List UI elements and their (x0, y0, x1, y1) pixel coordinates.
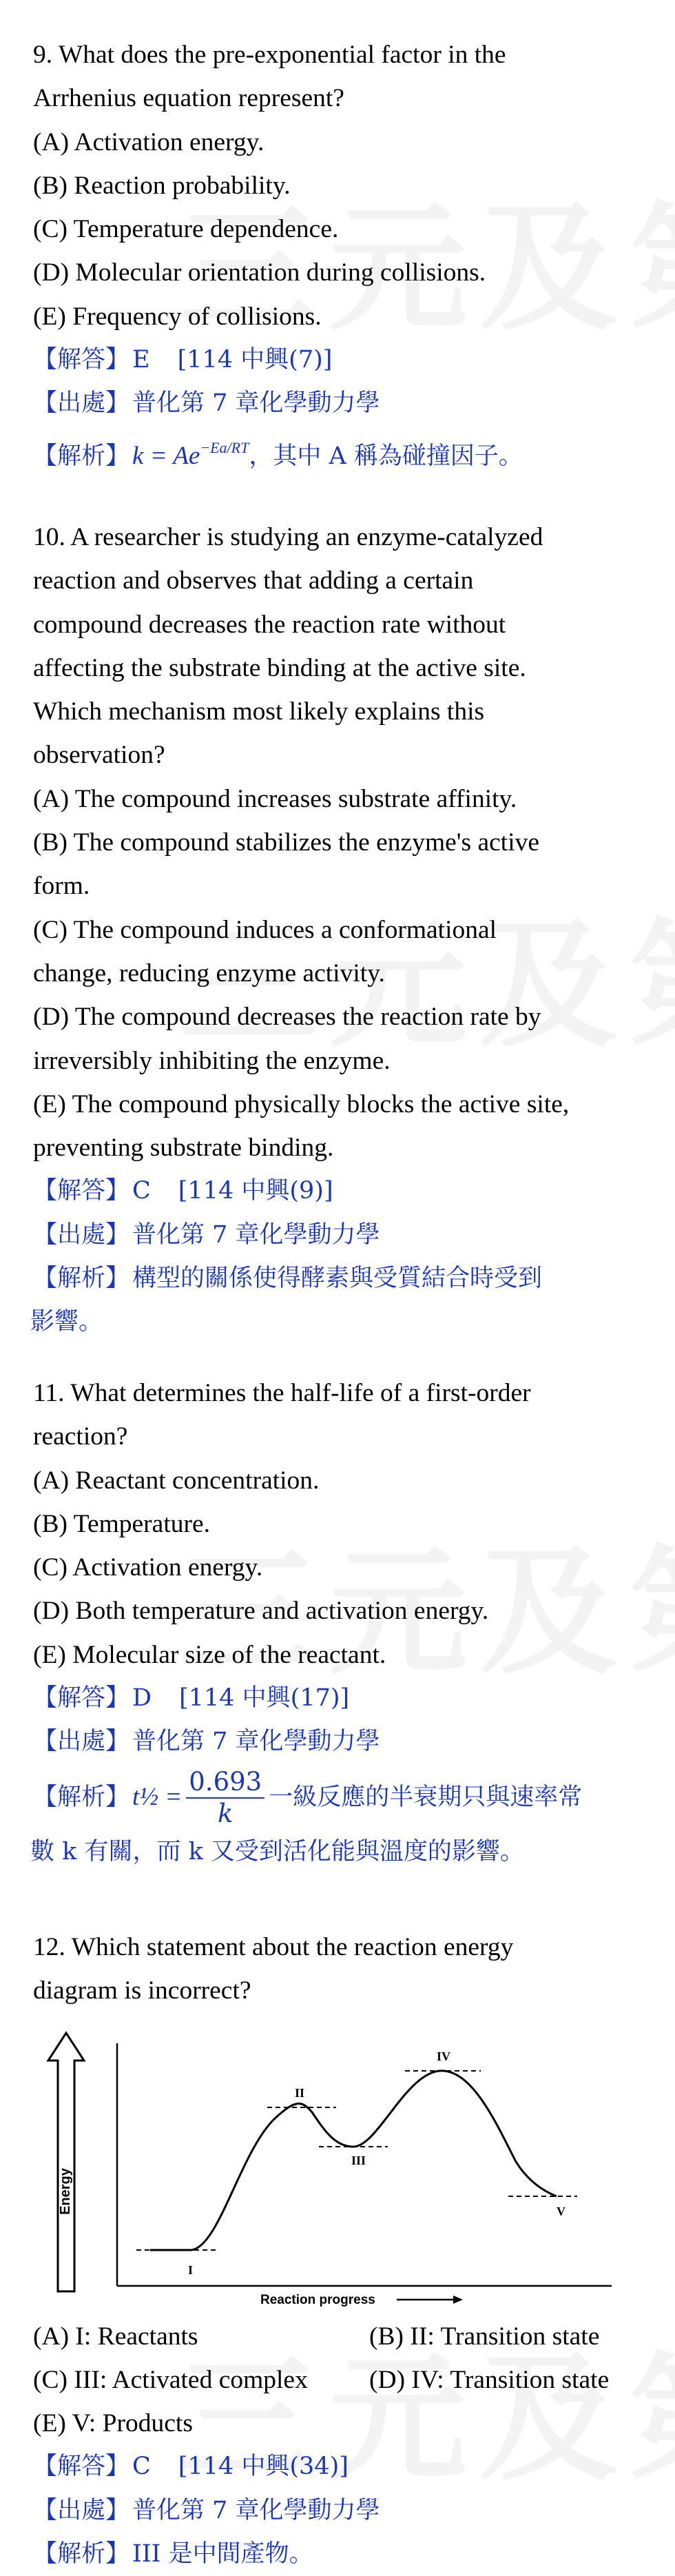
origin-tag: 【出處】 (33, 1220, 130, 1249)
answer-source: [114 中興(17)] (179, 1684, 350, 1713)
option: preventing substrate binding. (33, 1134, 334, 1163)
option: (E) The compound physically blocks the active site, (33, 1090, 570, 1118)
question-9 (33, 33, 653, 478)
answer-line (33, 338, 653, 382)
question-stem: reaction? (33, 1422, 128, 1451)
origin-text: 普化第 7 章化學動力學 (132, 1220, 380, 1249)
question-stem: 12. Which statement about the reaction energy (33, 1933, 514, 1961)
origin-line (33, 382, 653, 425)
question-stem: affecting the substrate binding at the active site. (33, 653, 526, 682)
options-row (33, 2315, 653, 2358)
point-label-V: V (557, 2204, 565, 2218)
option: (B) The compound stabilizes the enzyme's active (33, 828, 540, 857)
y-axis-arrow (48, 2033, 84, 2291)
option: change, reducing enzyme activity. (33, 959, 385, 988)
fraction-numerator: 0.693 (186, 1767, 264, 1799)
answer-source: [114 中興(9)] (178, 1177, 333, 1205)
explanation-tag: 【解析】 (33, 442, 130, 470)
origin-line (33, 2489, 653, 2533)
question-stem: 9. What does the pre-exponential factor in the (33, 41, 506, 69)
origin-line (33, 1214, 653, 1257)
answer-line (33, 1677, 653, 1720)
question-stem: 11. What determines the half-life of a first-order (33, 1379, 531, 1407)
origin-text: 普化第 7 章化學動力學 (132, 1728, 380, 1756)
question-stem: 10. A researcher is studying an enzyme-catalyzed (33, 523, 543, 551)
arrhenius-formula: $k = Ae^{-Ea/RT}$ (132, 438, 249, 470)
option: (A) The compound increases substrate affinity. (33, 784, 517, 813)
question-stem: Which mechanism most likely explains this (33, 697, 485, 726)
explanation-tag: 【解析】 (33, 2540, 130, 2568)
option: (B) II: Transition state (369, 2322, 600, 2351)
x-axis-label: Reaction progress (260, 2292, 375, 2307)
explanation-text: III 是中間產物。 (132, 2540, 313, 2568)
option: (C) III: Activated complex (33, 2365, 308, 2394)
question-stem: Arrhenius equation represent? (33, 84, 344, 113)
y-axis-label: Energy (58, 2167, 73, 2215)
energy-diagram (33, 2016, 653, 2307)
answer-tag: 【解答】 (33, 1177, 130, 1205)
answer-value: D (132, 1684, 152, 1713)
question-10 (30, 515, 653, 1345)
question-11 (30, 1371, 653, 1874)
point-label-IV: IV (437, 2049, 451, 2063)
answer-tag: 【解答】 (33, 1684, 130, 1713)
option: (A) I: Reactants (33, 2322, 198, 2351)
option: (E) Frequency of collisions. (33, 302, 322, 331)
explanation-text: ，其中 A 稱為碰撞因子。 (249, 442, 523, 470)
option: (A) Reactant concentration. (33, 1466, 320, 1495)
options-row (33, 2358, 653, 2402)
origin-text: 普化第 7 章化學動力學 (132, 389, 380, 418)
point-label-II: II (295, 2085, 305, 2100)
half-life-formula: t½ = (132, 1782, 183, 1811)
origin-tag: 【出處】 (33, 389, 130, 418)
option: irreversibly inhibiting the enzyme. (33, 1046, 391, 1075)
question-stem: observation? (33, 741, 165, 770)
explanation-continued: 影響。 (30, 1308, 103, 1336)
answer-tag: 【解答】 (33, 346, 130, 374)
question-stem: compound decreases the reaction rate without (33, 610, 506, 639)
option: (D) Both temperature and activation energy. (33, 1597, 489, 1626)
point-label-III: III (351, 2153, 366, 2167)
option: (C) The compound induces a conformational (33, 915, 497, 944)
option: form. (33, 872, 90, 901)
origin-text: 普化第 7 章化學動力學 (132, 2496, 380, 2524)
answer-tag: 【解答】 (33, 2453, 130, 2481)
option: (A) Activation energy. (33, 127, 264, 156)
answer-source: [114 中興(34)] (178, 2453, 349, 2481)
answer-value: E (132, 346, 150, 374)
option: (D) The compound decreases the reaction rate by (33, 1003, 541, 1032)
origin-line (33, 1720, 653, 1764)
question-12 (33, 1925, 653, 2576)
explanation-line (33, 1257, 653, 1300)
origin-tag: 【出處】 (33, 2496, 130, 2524)
question-stem: diagram is incorrect? (33, 1976, 251, 2005)
energy-diagram-svg (33, 2016, 653, 2307)
explanation-tag: 【解析】 (33, 1265, 130, 1293)
answer-line (33, 1169, 653, 1213)
answer-line (33, 2445, 653, 2488)
option: (C) Temperature dependence. (33, 215, 339, 244)
explanation-line (33, 426, 653, 478)
option: (C) Activation energy. (33, 1553, 263, 1582)
option: (D) IV: Transition state (369, 2365, 610, 2394)
x-axis-arrowhead (453, 2296, 463, 2304)
fraction-denominator: k (218, 1799, 233, 1829)
fraction (186, 1767, 264, 1829)
option: (D) Molecular orientation during collisions. (33, 258, 486, 287)
question-stem: reaction and observes that adding a certain (33, 566, 474, 595)
explanation-text: 構型的關係使得酵素與受質結合時受到 (132, 1265, 543, 1293)
explanation-tag: 【解析】 (33, 1783, 130, 1811)
answer-value: C (132, 1177, 151, 1205)
explanation-text: 一級反應的半衰期只與速率常 (269, 1783, 583, 1811)
option: (E) Molecular size of the reactant. (33, 1640, 386, 1669)
explanation-line (33, 2533, 653, 2576)
point-label-I: I (188, 2262, 194, 2277)
option: (B) Temperature. (33, 1509, 210, 1538)
option: (E) V: Products (33, 2409, 193, 2438)
option: (B) Reaction probability. (33, 171, 291, 200)
origin-tag: 【出處】 (33, 1728, 130, 1756)
explanation-line (33, 1764, 653, 1830)
answer-source: [114 中興(7)] (177, 346, 333, 374)
answer-value: C (132, 2453, 151, 2481)
explanation-continued: 數 k 有關，而 k 又受到活化能與溫度的影響。 (30, 1837, 524, 1865)
